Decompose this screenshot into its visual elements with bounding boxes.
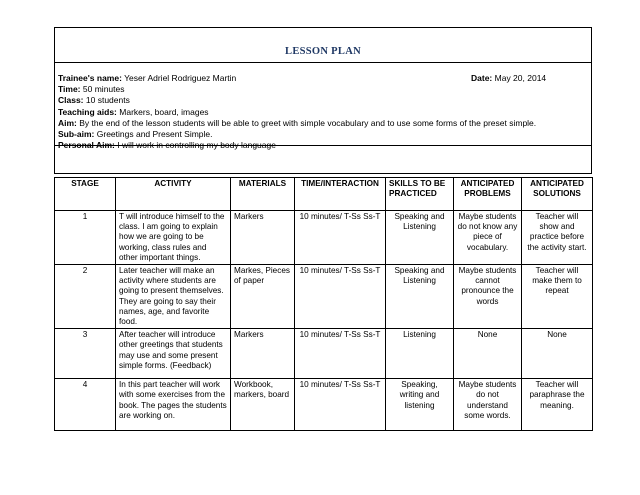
header-solutions: ANTICIPATED SOLUTIONS	[522, 178, 593, 211]
personal-aim-value: I will work in controlling my body language	[117, 140, 276, 151]
header-skills: SKILLS TO BE PRACTICED	[386, 178, 454, 211]
info-block	[58, 73, 588, 151]
lesson-plan-sheet	[54, 27, 592, 420]
cell-materials: Markers	[231, 211, 295, 265]
header-stage: STAGE	[55, 178, 116, 211]
aids-value: Markers, board, images	[119, 106, 209, 117]
cell-problems: None	[454, 329, 522, 379]
time-label: Time:	[58, 84, 81, 95]
cell-stage: 4	[55, 379, 116, 431]
header-materials: MATERIALS	[231, 178, 295, 211]
cell-solutions: Teacher will make them to repeat	[522, 265, 593, 329]
aids-label: Teaching aids:	[58, 106, 117, 117]
date-value: May 20, 2014	[494, 73, 547, 83]
class-label: Class:	[58, 95, 84, 106]
cell-time: 10 minutes/ T-Ss Ss-T	[295, 329, 386, 379]
header-time: TIME/INTERACTION	[295, 178, 386, 211]
trainee-value: Yeser Adriel Rodriguez Martin	[124, 73, 237, 83]
header-box	[54, 27, 592, 174]
class-row	[58, 95, 588, 106]
trainee-label: Trainee's name:	[58, 73, 122, 83]
cell-problems: Maybe students do not understand some words.	[454, 379, 522, 431]
cell-skills: Speaking, writing and listening	[386, 379, 454, 431]
cell-time: 10 minutes/ T-Ss Ss-T	[295, 211, 386, 265]
cell-problems: Maybe students do not know any piece of vocabulary.	[454, 211, 522, 265]
cell-materials: Workbook, markers, board	[231, 379, 295, 431]
info-divider	[55, 145, 591, 146]
title-divider	[55, 62, 591, 63]
aim-row	[58, 118, 588, 129]
cell-materials: Markers	[231, 329, 295, 379]
cell-skills: Speaking and Listening	[386, 265, 454, 329]
cell-stage: 2	[55, 265, 116, 329]
cell-skills: Speaking and Listening	[386, 211, 454, 265]
lesson-plan-table	[54, 177, 593, 431]
table-row	[55, 329, 593, 379]
page-title: LESSON PLAN	[285, 46, 361, 57]
table-header-row	[55, 178, 593, 211]
header-activity: ACTIVITY	[116, 178, 231, 211]
subaim-label: Sub-aim:	[58, 129, 95, 140]
time-value: 50 minutes	[82, 84, 125, 95]
header-problems: ANTICIPATED PROBLEMS	[454, 178, 522, 211]
date-label: Date:	[471, 73, 493, 83]
cell-problems: Maybe students cannot pronounce the words	[454, 265, 522, 329]
cell-time: 10 minutes/ T-Ss Ss-T	[295, 265, 386, 329]
class-value: 10 students	[85, 95, 130, 106]
table-row	[55, 211, 593, 265]
cell-materials: Markes, Pieces of paper	[231, 265, 295, 329]
time-row	[58, 84, 588, 95]
cell-solutions: Teacher will show and practice before the activity start.	[522, 211, 593, 265]
cell-activity: T will introduce himself to the class. I am going to explain how we are going to be working, class rules and other important things.	[116, 211, 231, 265]
aids-row	[58, 107, 588, 118]
cell-activity: After teacher will introduce other greetings that students may use and some present simple forms. (Feedback)	[116, 329, 231, 379]
cell-stage: 3	[55, 329, 116, 379]
cell-stage: 1	[55, 211, 116, 265]
cell-solutions: Teacher will paraphrase the meaning.	[522, 379, 593, 431]
table-row	[55, 265, 593, 329]
cell-activity: Later teacher will make an activity where students are going to present themselves. They are going to say their names, age, and favorite food.	[116, 265, 231, 329]
subaim-row	[58, 129, 588, 140]
aim-label: Aim:	[58, 117, 77, 128]
cell-activity: In this part teacher will work with some exercises from the book. The pages the students are working on.	[116, 379, 231, 431]
subaim-value: Greetings and Present Simple.	[96, 129, 213, 140]
cell-skills: Listening	[386, 329, 454, 379]
table-row	[55, 379, 593, 431]
cell-solutions: None	[522, 329, 593, 379]
personal-aim-label: Personal Aim:	[58, 140, 115, 151]
date-row	[471, 73, 546, 83]
cell-time: 10 minutes/ T-Ss Ss-T	[295, 379, 386, 431]
aim-value: By the end of the lesson students will be able to greet with simple vocabulary and to use some forms of the preset simple.	[79, 117, 537, 128]
